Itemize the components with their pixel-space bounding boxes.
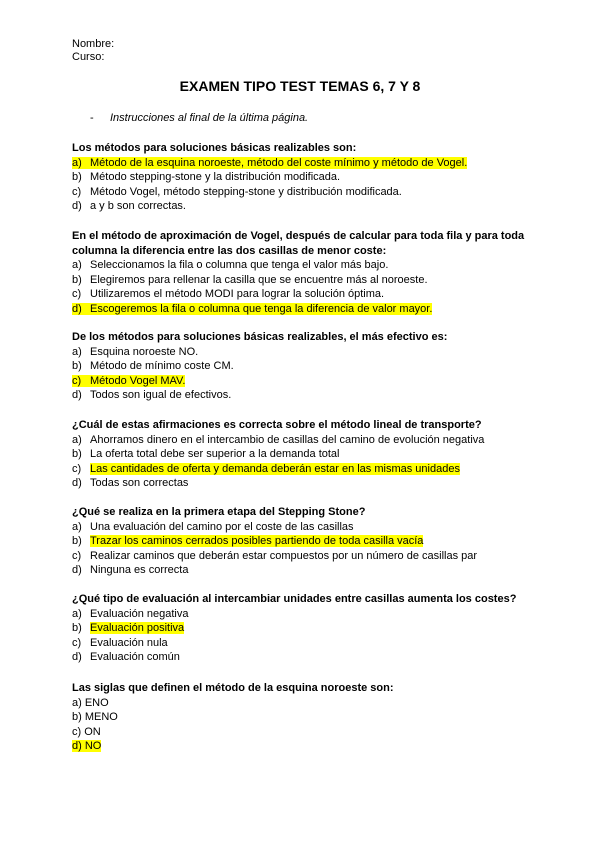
option-text: ON (84, 725, 101, 738)
option-c (72, 725, 542, 740)
option-d (72, 388, 542, 403)
option-letter: a) (72, 696, 82, 709)
option-text: Ninguna es correcta (90, 564, 189, 577)
option-a (72, 433, 542, 448)
option-letter: b) (72, 171, 82, 184)
option-text: Método stepping-stone y la distribución modificada. (90, 171, 341, 184)
option-text: Método Vogel MAV. (90, 374, 186, 387)
option-b (72, 359, 542, 374)
question-3 (72, 330, 542, 403)
question-4 (72, 418, 542, 491)
option-c (72, 462, 542, 477)
option-b (72, 273, 532, 288)
option-text: Ahorramos dinero en el intercambio de casillas del camino de evolución negativa (90, 433, 485, 446)
question-text: ¿Cuál de estas afirmaciones es correcta sobre el método lineal de transporte? (72, 419, 482, 431)
instructions-text: Instrucciones al final de la última página. (110, 112, 309, 124)
question-text: Las siglas que definen el método de la esquina noroeste son: (72, 682, 394, 694)
option-letter: b) (72, 622, 82, 635)
option-letter: d) (72, 564, 82, 577)
option-a (72, 607, 542, 622)
option-c (72, 636, 542, 651)
option-c (72, 549, 542, 564)
exam-title: EXAMEN TIPO TEST TEMAS 6, 7 Y 8 (179, 78, 421, 94)
instructions (90, 112, 308, 124)
option-letter: b) (72, 360, 82, 373)
option-letter: a) (72, 345, 82, 358)
option-text: Todos son igual de efectivos. (90, 389, 232, 402)
option-text: Elegiremos para rellenar la casilla que se encuentre más al noroeste. (90, 273, 428, 286)
option-letter: a) (72, 520, 82, 533)
option-letter: b) (72, 535, 82, 548)
option-text: Seleccionamos la fila o columna que tenga el valor más bajo. (90, 259, 389, 272)
question-text: En el método de aproximación de Vogel, después de calcular para toda fila y para toda columna la diferencia entre las dos casillas de menor coste: (72, 230, 525, 257)
instructions-bullet: - (90, 112, 94, 124)
option-a (72, 696, 542, 711)
option-letter: c) (72, 636, 82, 649)
option-b (72, 170, 542, 185)
option-d (72, 199, 542, 214)
option-text: Evaluación positiva (90, 622, 185, 635)
option-letter: d) (72, 200, 82, 213)
option-letter: d) (72, 651, 82, 664)
question-text: Los métodos para soluciones básicas realizables son: (72, 142, 357, 154)
option-b (72, 710, 542, 725)
option-letter: c) (72, 374, 82, 387)
option-letter: c) (72, 288, 82, 301)
curso-label: Curso: (72, 51, 105, 63)
option-text: Método Vogel, método stepping-stone y distribución modificada. (90, 185, 402, 198)
option-a (72, 156, 542, 171)
option-text: Evaluación negativa (90, 607, 189, 620)
option-text: Método de la esquina noroeste, método del coste mínimo y método de Vogel. (90, 156, 468, 169)
question-1 (72, 141, 542, 214)
option-b (72, 447, 542, 462)
option-letter: b) (72, 711, 82, 724)
option-d (72, 739, 542, 754)
option-a (72, 258, 532, 273)
option-text: MENO (84, 711, 118, 724)
question-text: De los métodos para soluciones básicas realizables, el más efectivo es: (72, 331, 448, 343)
option-text: Evaluación común (90, 651, 180, 664)
option-text: a y b son correctas. (90, 200, 186, 213)
option-c (72, 374, 542, 389)
option-text: ENO (84, 696, 109, 709)
question-5 (72, 505, 542, 578)
option-text: La oferta total debe ser superior a la demanda total (90, 448, 340, 461)
option-letter: d) (72, 477, 82, 490)
student-header (72, 38, 114, 64)
option-text: Método de mínimo coste CM. (90, 360, 234, 373)
option-letter: d) (72, 740, 82, 753)
option-d (72, 476, 542, 491)
nombre-label: Nombre: (72, 38, 115, 50)
option-letter: d) (72, 389, 82, 402)
option-d (72, 302, 532, 317)
option-text: Evaluación nula (90, 636, 168, 649)
option-letter: a) (72, 156, 82, 169)
option-text: Las cantidades de oferta y demanda deberán estar en las mismas unidades (90, 462, 460, 475)
option-letter: a) (72, 259, 82, 272)
question-2 (72, 229, 532, 317)
question-text: ¿Qué tipo de evaluación al intercambiar unidades entre casillas aumenta los costes? (72, 593, 517, 605)
option-letter: b) (72, 448, 82, 461)
option-text: Trazar los caminos cerrados posibles partiendo de toda casilla vacía (90, 535, 424, 548)
option-text: Escogeremos la fila o columna que tenga la diferencia de valor mayor. (90, 302, 433, 315)
option-text: NO (84, 740, 102, 753)
option-d (72, 650, 542, 665)
option-letter: a) (72, 433, 82, 446)
option-b (72, 534, 542, 549)
option-a (72, 520, 542, 535)
option-letter: c) (72, 549, 82, 562)
option-text: Esquina noroeste NO. (90, 345, 199, 358)
option-letter: b) (72, 273, 82, 286)
option-letter: c) (72, 725, 82, 738)
option-a (72, 345, 542, 360)
option-letter: d) (72, 302, 82, 315)
option-text: Realizar caminos que deberán estar compuestos por un número de casillas par (90, 549, 478, 562)
option-d (72, 563, 542, 578)
option-letter: c) (72, 185, 82, 198)
option-b (72, 621, 542, 636)
option-text: Todas son correctas (90, 477, 189, 490)
option-c (72, 185, 542, 200)
question-text: ¿Qué se realiza en la primera etapa del Stepping Stone? (72, 506, 366, 518)
option-letter: a) (72, 607, 82, 620)
option-letter: c) (72, 462, 82, 475)
option-text: Utilizaremos el método MODI para lograr la solución óptima. (90, 288, 385, 301)
question-6 (72, 592, 542, 665)
option-c (72, 287, 532, 302)
option-text: Una evaluación del camino por el coste de las casillas (90, 520, 354, 533)
question-7 (72, 681, 542, 754)
